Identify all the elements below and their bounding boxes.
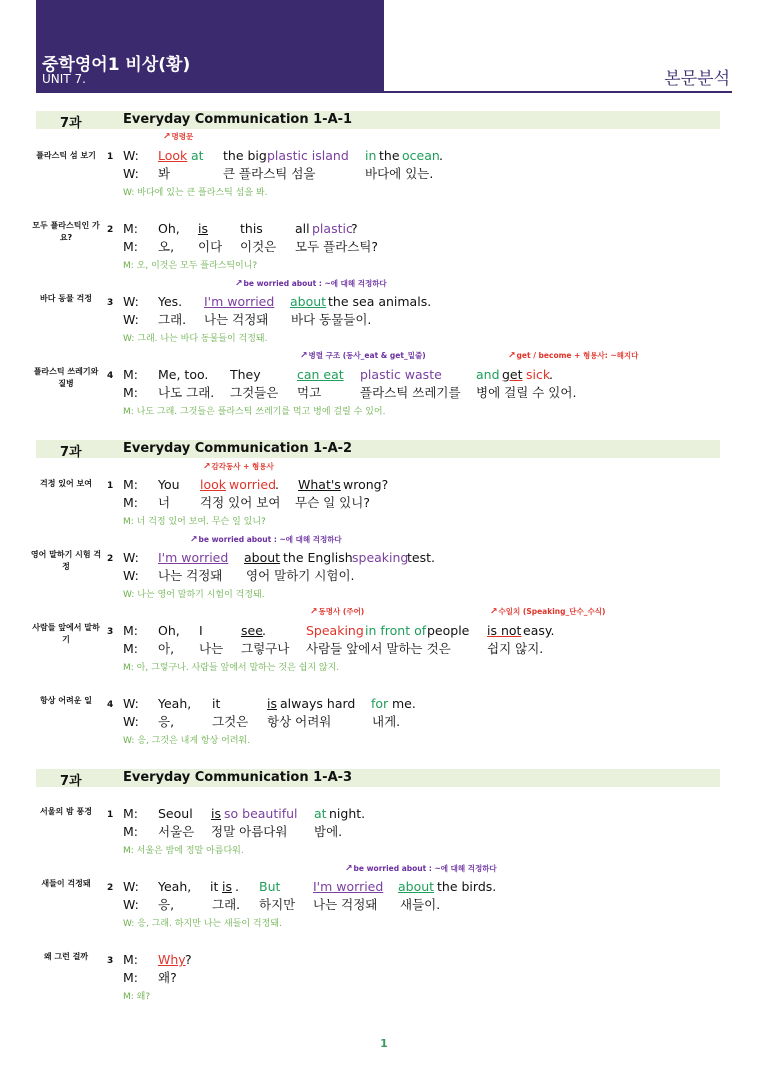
- speaker: W:: [123, 696, 139, 711]
- word: Yeah,: [158, 696, 192, 711]
- curved-arrow-icon: ↗: [235, 279, 243, 289]
- word: people: [427, 623, 470, 638]
- speaker: W:: [123, 166, 139, 181]
- word: test.: [407, 550, 435, 565]
- word: 서울은: [158, 824, 195, 839]
- word: Yes.: [158, 294, 183, 309]
- header-banner: [36, 0, 384, 92]
- curved-arrow-icon: ↗: [310, 607, 318, 617]
- word: at: [314, 806, 327, 821]
- speaker: M:: [123, 367, 138, 382]
- word: the English: [283, 550, 353, 565]
- section-title: Everyday Communication 1-A-3: [123, 770, 353, 785]
- item-number: 3: [107, 298, 114, 308]
- word: 나는: [199, 641, 224, 656]
- translation: M: 왜?: [123, 992, 151, 1002]
- word: They: [230, 367, 261, 382]
- curved-arrow-icon: ↗: [345, 864, 353, 874]
- speaker: M:: [123, 641, 138, 656]
- grammar-note: ↗be worried about : ~에 대해 걱정하다: [190, 535, 342, 545]
- word: 정말 아름다워: [211, 824, 288, 839]
- translation: W: 그래. 나는 바다 동물들이 걱정돼.: [123, 334, 268, 344]
- item-number: 2: [107, 883, 114, 893]
- word: I'm worried: [158, 550, 229, 565]
- item-summary: 걱정 있어 보여: [40, 479, 92, 488]
- curved-arrow-icon: ↗: [203, 462, 211, 472]
- grammar-note: ↗명령문: [163, 132, 194, 142]
- word: at: [191, 148, 204, 163]
- item-number: 4: [107, 700, 114, 710]
- word: I'm worried: [313, 879, 384, 894]
- curved-arrow-icon: ↗: [508, 351, 516, 361]
- section-type-label: 본문분석: [664, 69, 730, 89]
- word: ?: [185, 952, 192, 967]
- word: look: [200, 477, 227, 492]
- word: .: [262, 623, 266, 638]
- grammar-note: ↗be worried about : ~에 대해 걱정하다: [235, 279, 387, 289]
- word: see: [241, 623, 263, 638]
- word: is: [198, 221, 208, 236]
- curved-arrow-icon: ↗: [490, 607, 498, 617]
- word: 모두 플라스틱?: [295, 239, 379, 254]
- word: .: [439, 148, 443, 163]
- section-title: Everyday Communication 1-A-1: [123, 112, 353, 127]
- item-number: 2: [107, 225, 114, 235]
- word: ocean: [402, 148, 440, 163]
- section-lesson: 7과: [60, 116, 82, 131]
- word: But: [259, 879, 281, 894]
- speaker: W:: [123, 148, 139, 163]
- item-summary: 플라스틱 쓰레기와 질병: [33, 367, 99, 388]
- section-title: Everyday Communication 1-A-2: [123, 441, 353, 456]
- word: 이다: [198, 239, 223, 254]
- word: is: [211, 806, 221, 821]
- speaker: M:: [123, 221, 138, 236]
- word: 아,: [158, 641, 175, 656]
- speaker: M:: [123, 970, 138, 985]
- word: 무슨 일 있니?: [295, 495, 370, 510]
- speaker: W:: [123, 568, 139, 583]
- word: Oh,: [158, 221, 180, 236]
- speaker: M:: [123, 477, 138, 492]
- word: 나는 걱정돼: [158, 568, 223, 583]
- word: always hard: [280, 696, 356, 711]
- word: this: [240, 221, 263, 236]
- word: the: [379, 148, 400, 163]
- page-number: 1: [380, 1037, 388, 1050]
- word: Yeah,: [158, 879, 192, 894]
- unit-label: UNIT 7.: [42, 72, 86, 86]
- word: I'm worried: [204, 294, 275, 309]
- translation: M: 오, 이것은 모두 플라스틱이니?: [123, 261, 258, 271]
- word: You: [158, 477, 180, 492]
- word: the sea animals.: [328, 294, 432, 309]
- word: can eat: [297, 367, 344, 382]
- word: 그것들은: [230, 385, 279, 400]
- word: 하지만: [259, 897, 296, 912]
- word: 바다 동물들이.: [291, 312, 372, 327]
- word: plastic waste: [360, 367, 442, 382]
- word: 걱정 있어 보여: [200, 495, 281, 510]
- word: .: [235, 879, 239, 894]
- word: 이것은: [240, 239, 277, 254]
- item-number: 3: [107, 627, 114, 637]
- curved-arrow-icon: ↗: [300, 351, 308, 361]
- curved-arrow-icon: ↗: [190, 535, 198, 545]
- word: 영어 말하기 시험이.: [246, 568, 355, 583]
- word: speaking: [352, 550, 409, 565]
- word: 그렇구나: [241, 641, 290, 656]
- word: Oh,: [158, 623, 180, 638]
- word: 바다에 있는.: [365, 166, 434, 181]
- word: 큰 플라스틱 섬을: [223, 166, 316, 181]
- item-number: 2: [107, 554, 114, 564]
- item-number: 3: [107, 956, 114, 966]
- word: 항상 어려워: [267, 714, 332, 729]
- word: all: [295, 221, 310, 236]
- grammar-note: ↗동명사 (주어): [310, 607, 365, 617]
- word: is: [267, 696, 277, 711]
- item-summary: 모두 플라스틱인 가요?: [32, 221, 100, 242]
- translation: M: 아, 그렇구나. 사람들 앞에서 말하는 것은 쉽지 않지.: [123, 663, 340, 673]
- word: get: [502, 367, 523, 382]
- translation: M: 서울은 밤에 정말 아름다워.: [123, 846, 244, 856]
- word: 내게.: [372, 714, 401, 729]
- word: Speaking: [306, 623, 364, 638]
- word: 너: [158, 495, 171, 510]
- word: sick: [526, 367, 551, 382]
- speaker: W:: [123, 294, 139, 309]
- translation: W: 나는 영어 말하기 시험이 걱정돼.: [123, 590, 265, 600]
- item-summary: 왜 그런 걸까: [43, 952, 89, 961]
- word: 나는 걱정돼: [313, 897, 378, 912]
- word: 병에 걸릴 수 있어.: [476, 385, 577, 400]
- word: 왜?: [158, 970, 177, 985]
- word: the big: [223, 148, 267, 163]
- word: plastic: [312, 221, 353, 236]
- word: is: [222, 879, 232, 894]
- word: in: [365, 148, 377, 163]
- word: so beautiful: [224, 806, 298, 821]
- word: 봐: [158, 166, 171, 181]
- word: 응,: [158, 897, 175, 912]
- grammar-note: ↗수일치 (Speaking_단수_수식): [490, 607, 606, 617]
- translation: M: 나도 그래. 그것들은 플라스틱 쓰레기를 먹고 병에 걸릴 수 있어.: [123, 407, 386, 417]
- item-number: 1: [107, 481, 114, 491]
- word: Why: [158, 952, 186, 967]
- document-title: 중학영어1 비상(황): [42, 55, 191, 75]
- speaker: M:: [123, 806, 138, 821]
- speaker: W:: [123, 312, 139, 327]
- word: in front of: [365, 623, 427, 638]
- grammar-note: ↗병렬 구조 (동사_eat & get_밑줄): [300, 351, 426, 361]
- speaker: W:: [123, 550, 139, 565]
- word: Seoul: [158, 806, 193, 821]
- speaker: W:: [123, 897, 139, 912]
- word: easy.: [523, 623, 555, 638]
- speaker: M:: [123, 385, 138, 400]
- item-summary: 플라스틱 섬 보기: [36, 151, 96, 160]
- section-lesson: 7과: [60, 445, 82, 460]
- speaker: W:: [123, 879, 139, 894]
- word: it: [210, 879, 219, 894]
- curved-arrow-icon: ↗: [163, 132, 171, 142]
- word: .: [275, 477, 279, 492]
- word: 사람들 앞에서 말하는 것은: [306, 641, 451, 656]
- word: about: [290, 294, 327, 309]
- section-lesson: 7과: [60, 774, 82, 789]
- word: What's: [298, 477, 341, 492]
- word: 그것은: [212, 714, 249, 729]
- word: 쉽지 않지.: [487, 641, 544, 656]
- grammar-note: ↗감각동사 + 형용사: [203, 462, 274, 472]
- word: is not: [487, 623, 522, 638]
- word: 오,: [158, 239, 175, 254]
- word: 먹고: [297, 385, 322, 400]
- word: wrong?: [343, 477, 389, 492]
- speaker: M:: [123, 239, 138, 254]
- speaker: M:: [123, 495, 138, 510]
- word: it: [212, 696, 221, 711]
- word: about: [398, 879, 435, 894]
- word: 그래.: [212, 897, 241, 912]
- item-number: 1: [107, 152, 114, 162]
- word: 새들이.: [400, 897, 441, 912]
- word: and: [476, 367, 500, 382]
- item-number: 4: [107, 371, 114, 381]
- word: Look: [158, 148, 188, 163]
- speaker: M:: [123, 952, 138, 967]
- word: 응,: [158, 714, 175, 729]
- translation: M: 너 걱정 있어 보여. 무슨 일 있니?: [123, 517, 266, 527]
- item-summary: 영어 말하기 시험 걱정: [30, 550, 102, 571]
- word: 플라스틱 쓰레기를: [360, 385, 461, 400]
- word: 나도 그래.: [158, 385, 215, 400]
- item-summary: 항상 어려운 일: [40, 696, 92, 705]
- item-summary: 사람들 앞에서 말하기: [32, 623, 100, 644]
- speaker: M:: [123, 623, 138, 638]
- translation: W: 응, 그래. 하지만 나는 새들이 걱정돼.: [123, 919, 282, 929]
- header-divider: [36, 91, 732, 93]
- word: night.: [329, 806, 366, 821]
- word: worried: [229, 477, 277, 492]
- word: about: [244, 550, 281, 565]
- word: .: [549, 367, 553, 382]
- word: ?: [351, 221, 358, 236]
- word: I: [199, 623, 203, 638]
- word: the birds.: [437, 879, 497, 894]
- word: plastic island: [267, 148, 349, 163]
- speaker: M:: [123, 824, 138, 839]
- translation: W: 응, 그것은 내게 항상 어려워.: [123, 736, 251, 746]
- item-summary: 새들이 걱정돼: [41, 879, 91, 888]
- translation: W: 바다에 있는 큰 플라스틱 섬을 봐.: [123, 188, 268, 198]
- word: for: [371, 696, 389, 711]
- word: me.: [392, 696, 416, 711]
- speaker: W:: [123, 714, 139, 729]
- word: Me, too.: [158, 367, 209, 382]
- word: 그래.: [158, 312, 187, 327]
- item-number: 1: [107, 810, 114, 820]
- grammar-note: ↗be worried about : ~에 대해 걱정하다: [345, 864, 497, 874]
- word: 나는 걱정돼: [204, 312, 269, 327]
- word: 밤에.: [314, 824, 343, 839]
- item-summary: 바다 동물 걱정: [40, 294, 92, 303]
- item-summary: 서울의 밤 풍경: [40, 807, 92, 816]
- grammar-note: ↗get / become + 형용사: ~해지다: [508, 351, 639, 361]
